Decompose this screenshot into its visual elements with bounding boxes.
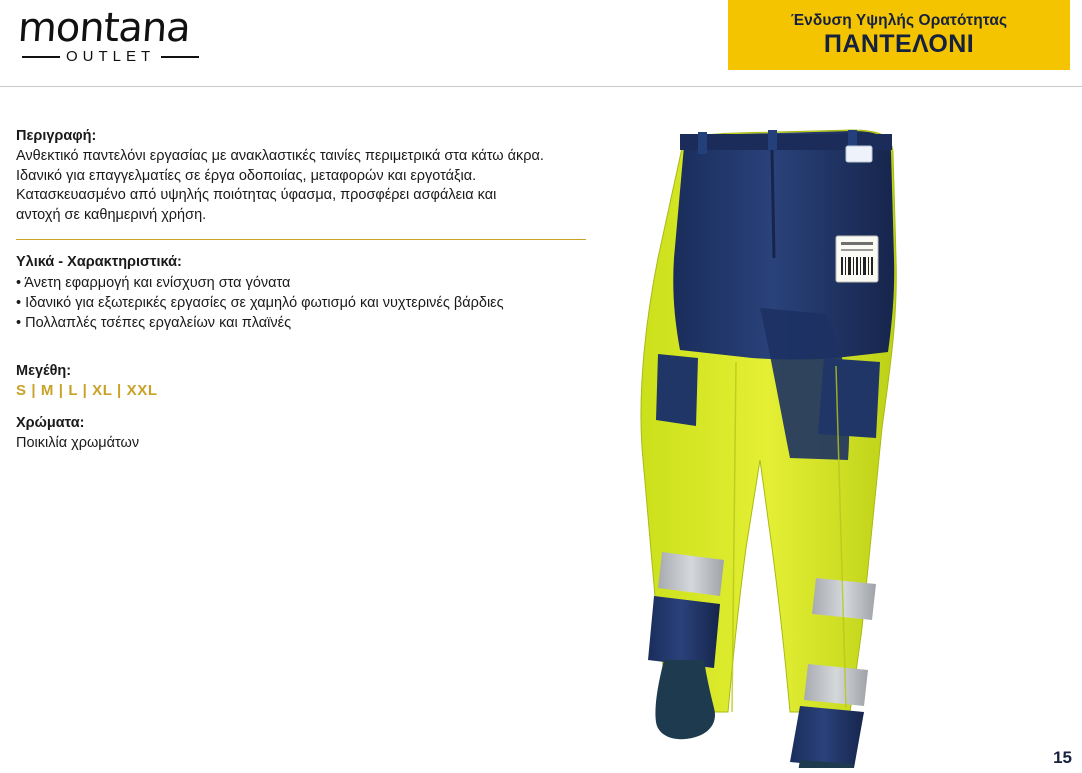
price-tag-icon [836,236,878,282]
features-heading: Υλικά - Χαρακτηριστικά: [16,254,182,270]
header-divider [0,86,1082,87]
list-item: • Ιδανικό για εξωτερικές εργασίες σε χαμηλό φωτισμό και νυχτερινές βάρδιες [16,295,504,311]
description-line: Κατασκευασμένο από υψηλής ποιότητας ύφασμα, προσφέρει ασφάλεια και [16,187,497,203]
product-image [640,108,1070,768]
page-number: 15 [1053,748,1072,767]
category-badge [728,0,1070,70]
category-kicker: Ένδυση Υψηλής Ορατότητας [790,12,1008,29]
description-line: Ανθεκτικό παντελόνι εργασίας με ανακλαστικές ταινίες περιμετρικά στα κάτω άκρα. [16,148,544,164]
brand-sub-label: OUTLET [66,48,156,65]
product-title: ΠΑΝΤΕΛΟΝΙ [823,30,975,58]
description-heading: Περιγραφή: [16,128,97,144]
colors-value: Ποικιλία χρωμάτων [16,435,140,451]
colors-heading: Χρώματα: [16,415,85,431]
logo-rule-left-icon [22,56,60,58]
section-divider [16,239,586,240]
description-line: Ιδανικό για επαγγελματίες σε έργα οδοποιίας, μεταφορών και εργοτάξια. [16,167,477,184]
brand-wordmark: montana [16,5,192,51]
sizes-value: S | M | L | XL | XXL [16,382,158,399]
list-item: • Άνετη εφαρμογή και ενίσχυση στα γόνατα [16,275,291,291]
description-line: αντοχή σε καθημερινή χρήση. [16,206,207,223]
product-copy [16,128,606,453]
logo-rule-right-icon [161,56,199,58]
features-list [16,273,606,333]
page-header [0,0,1082,78]
sizes-heading: Μεγέθη: [16,363,72,379]
list-item: • Πολλαπλές τσέπες εργαλείων και πλαϊνές [16,315,292,331]
brand-logo [18,6,278,72]
hi-vis-trousers-illustration [640,108,1070,768]
